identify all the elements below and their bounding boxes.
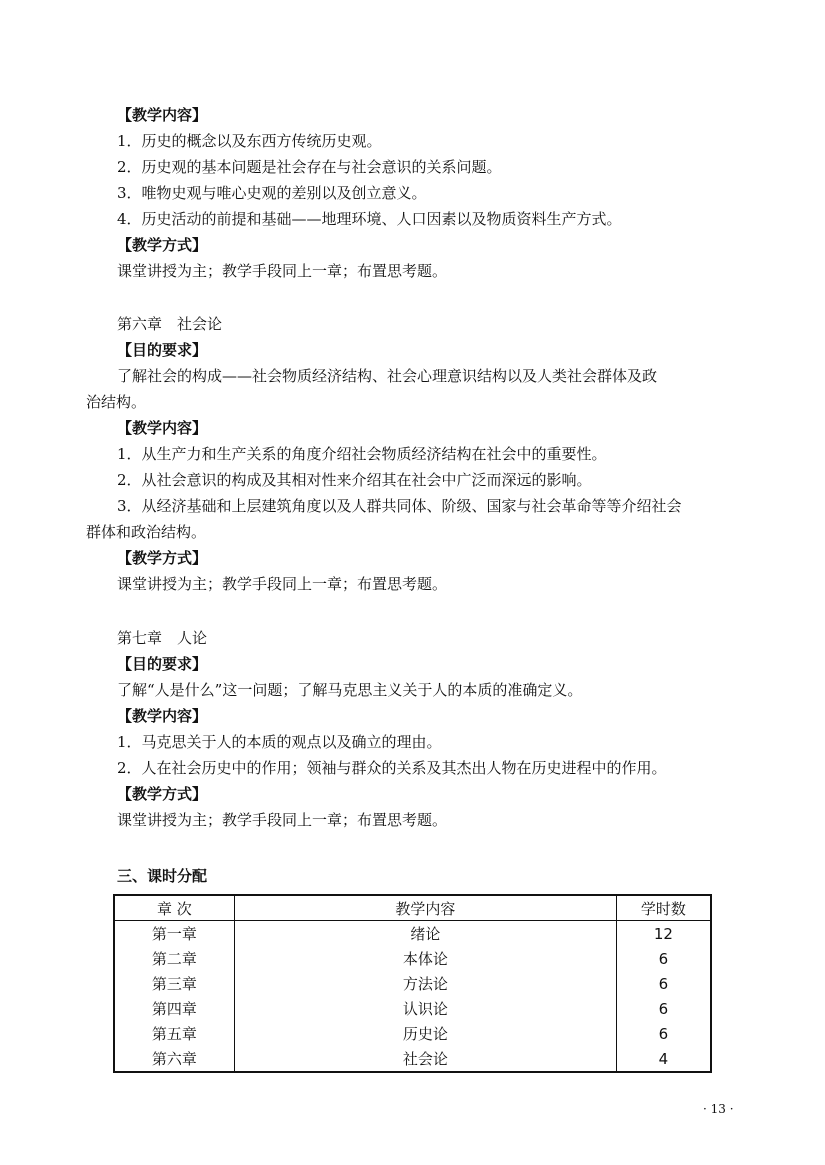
content-item-4: 4．历史活动的前提和基础——地理环境、人口因素以及物质资料生产方式。 <box>117 210 622 228</box>
section-heading-teaching-content: 【教学内容】 <box>117 106 208 124</box>
column-header-content: 教学内容 <box>234 895 616 921</box>
chapter-7-content-2: 2．人在社会历史中的作用；领袖与群众的关系及其杰出人物在历史进程中的作用。 <box>117 759 667 777</box>
chapter-6-method-heading: 【教学方式】 <box>117 549 208 567</box>
table-cell-content: 方法论 <box>234 971 616 996</box>
table-row <box>114 946 711 971</box>
table-cell-content: 本体论 <box>234 946 616 971</box>
chapter-7-method-text: 课堂讲授为主；教学手段同上一章；布置思考题。 <box>117 811 448 829</box>
chapter-7-content-1: 1．马克思关于人的本质的观点以及确立的理由。 <box>117 733 442 751</box>
chapter-6-title: 第六章 社会论 <box>117 315 223 333</box>
chapter-7-aim-heading: 【目的要求】 <box>117 655 208 673</box>
table-header-row <box>114 895 711 921</box>
table-cell-chapter: 第二章 <box>114 946 234 971</box>
section-heading-teaching-method: 【教学方式】 <box>117 236 208 254</box>
chapter-6-content-2: 2．从社会意识的构成及其相对性来介绍其在社会中广泛而深远的影响。 <box>117 471 592 489</box>
table-cell-chapter: 第一章 <box>114 921 234 947</box>
table-row <box>114 921 711 947</box>
table-cell-hours: 12 <box>616 921 711 947</box>
hours-section-heading: 三、课时分配 <box>117 867 208 885</box>
column-header-hours: 学时数 <box>616 895 711 921</box>
chapter-7-aim-text: 了解“人是什么”这一问题；了解马克思主义关于人的本质的准确定义。 <box>117 681 583 699</box>
table-cell-hours: 4 <box>616 1046 711 1072</box>
table-cell-content: 绪论 <box>234 921 616 947</box>
table-cell-chapter: 第四章 <box>114 996 234 1021</box>
table-cell-chapter: 第六章 <box>114 1046 234 1072</box>
content-item-1: 1．历史的概念以及东西方传统历史观。 <box>117 132 382 150</box>
teaching-method-text: 课堂讲授为主；教学手段同上一章；布置思考题。 <box>117 262 448 280</box>
hours-table <box>113 894 712 1073</box>
chapter-6-aim-line-1: 了解社会的构成——社会物质经济结构、社会心理意识结构以及人类社会群体及政 <box>117 367 658 385</box>
column-header-chapter: 章 次 <box>114 895 234 921</box>
table-cell-hours: 6 <box>616 1021 711 1046</box>
content-item-3: 3．唯物史观与唯心史观的差别以及创立意义。 <box>117 184 427 202</box>
table-cell-content: 历史论 <box>234 1021 616 1046</box>
table-cell-content: 认识论 <box>234 996 616 1021</box>
table-cell-hours: 6 <box>616 996 711 1021</box>
table-cell-content: 社会论 <box>234 1046 616 1072</box>
table-cell-hours: 6 <box>616 946 711 971</box>
chapter-7-title: 第七章 人论 <box>117 629 208 647</box>
chapter-6-aim-line-2: 治结构。 <box>86 393 147 411</box>
table-cell-chapter: 第三章 <box>114 971 234 996</box>
table-row <box>114 1021 711 1046</box>
chapter-6-content-heading: 【教学内容】 <box>117 419 208 437</box>
table-cell-hours: 6 <box>616 971 711 996</box>
chapter-6-content-1: 1．从生产力和生产关系的角度介绍社会物质经济结构在社会中的重要性。 <box>117 445 607 463</box>
table-row <box>114 971 711 996</box>
table-cell-chapter: 第五章 <box>114 1021 234 1046</box>
page-number: · 13 · <box>703 1102 734 1116</box>
chapter-6-content-3-line-1: 3．从经济基础和上层建筑角度以及人群共同体、阶级、国家与社会革命等等介绍社会 <box>117 497 682 515</box>
table-row <box>114 1046 711 1072</box>
chapter-6-method-text: 课堂讲授为主；教学手段同上一章；布置思考题。 <box>117 575 448 593</box>
chapter-7-content-heading: 【教学内容】 <box>117 707 208 725</box>
chapter-6-content-3-line-2: 群体和政治结构。 <box>86 523 207 541</box>
table-row <box>114 996 711 1021</box>
content-item-2: 2．历史观的基本问题是社会存在与社会意识的关系问题。 <box>117 158 502 176</box>
chapter-6-aim-heading: 【目的要求】 <box>117 341 208 359</box>
chapter-7-method-heading: 【教学方式】 <box>117 785 208 803</box>
